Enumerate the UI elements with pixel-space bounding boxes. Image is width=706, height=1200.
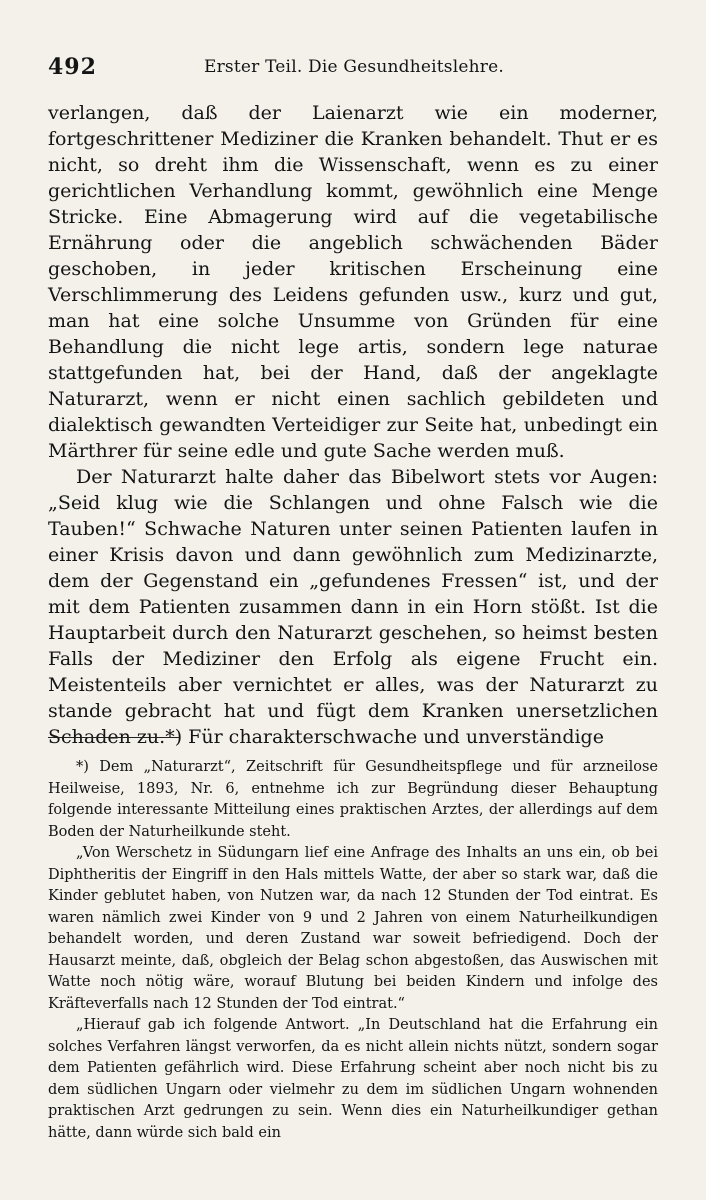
running-head: Erster Teil. Die Gesundheitslehre. [204, 57, 504, 77]
page-header [48, 54, 656, 86]
footnotes [48, 757, 658, 1144]
page-number: 492 [48, 54, 97, 80]
main-text [48, 100, 658, 750]
footnote-quote-answer: „Hierauf gab ich folgende Antwort. „In Deutschland hat die Erfahrung ein solches Verfahren längst verworfen, da es nicht allein nichts nützt, sondern sogar dem Patienten gefährlich wird. Diese Erfahrung scheint aber noch nicht bis zu dem südlichen Ungarn oder vielmehr zu dem im südlichen Ungarn wohnenden praktischen Arzt gedrungen zu sein. Wenn dies ein Naturheilkundiger gethan hätte, dann würde sich bald ein [48, 1017, 658, 1141]
paragraph-continued: verlangen, daß der Laienarzt wie ein moderner, fortgeschrittener Mediziner die Kranken behandelt. Thut er es nicht, so dreht ihm die Wissenschaft, wenn es zu einer gerichtlichen Verhandlung kommt, gewöhnlich eine Menge Stricke. Eine Abmagerung wird auf die vegetabilische Ernährung oder die angeblich schwächenden Bäder geschoben, in jeder kritischen Erscheinung eine Verschlimmerung des Leidens gefunden usw., kurz und gut, man hat eine solche Unsumme von Gründen für eine Behandlung die nicht lege artis, sondern lege naturae stattgefunden hat, bei der Hand, daß der angeklagte Naturarzt, wenn er nicht einen sachlich gebildeten und dialektisch gewandten Verteidiger zur Seite hat, unbedingt ein Märthrer für seine edle und gute Sache werden muß. [48, 102, 658, 462]
footnote-intro: *) Dem „Naturarzt“, Zeitschrift für Gesundheitspflege und für arzneilose Heilweise, 1893, Nr. 6, entnehme ich zur Begründung dieser Behauptung folgende interessante Mitteilung eines praktischen Arztes, der allerdings auf dem Boden der Naturheilkunde steht. [48, 759, 658, 840]
footnote-quote-werschetz: „Von Werschetz in Südungarn lief eine Anfrage des Inhalts an uns ein, ob bei Diphtheritis der Eingriff in den Hals mittels Watte, der aber so stark war, daß die Kinder geblutet haben, von Nutzen war, da nach 12 Stunden der Tod eintrat. Es waren nämlich zwei Kinder von 9 und 2 Jahren von einem Naturheilkundigen behandelt worden, und deren Zustand war soweit befriedigend. Doch der Hausarzt meinte, daß, obgleich der Belag schon abgestoßen, das Auswischen mit Watte noch nötig wäre, worauf Blutung bei beiden Kindern und infolge des Kräfteverfalls nach 12 Stunden der Tod eintrat.“ [48, 845, 658, 1012]
paragraph-naturarzt: Der Naturarzt halte daher das Bibelwort stets vor Augen: „Seid klug wie die Schlangen und ohne Falsch wie die Tauben!“ Schwache Naturen unter seinen Patienten laufen in einer Krisis davon und dann gewöhnlich zum Medizinarzte, dem der Gegenstand ein „gefundenes Fressen“ ist, und der mit dem Patienten zusammen dann in ein Horn stößt. Ist die Hauptarbeit durch den Naturarzt geschehen, so heimst besten Falls der Mediziner den Erfolg als eigene Frucht ein. Meistenteils aber vernichtet er alles, was der Naturarzt zu stande gebracht hat und fügt dem Kranken unersetzlichen Schaden zu.*) Für charakterschwache und unverständige [48, 466, 658, 748]
footnote-separator [48, 737, 180, 738]
